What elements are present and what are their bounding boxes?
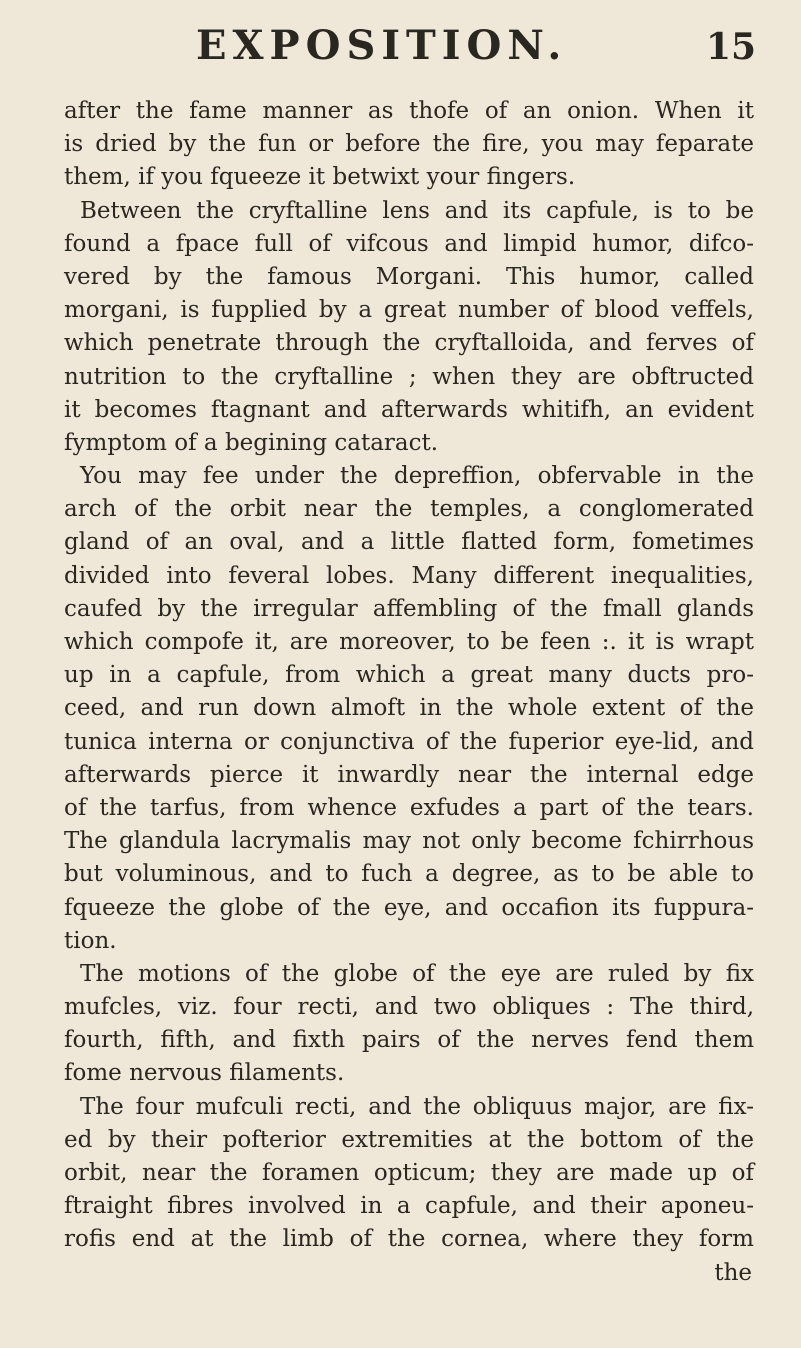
text-line: You may fee under the depreffion, obfervable in the xyxy=(80,463,754,490)
text-line: orbit, near the foramen opticum; they are made up of xyxy=(64,1160,754,1186)
body-text xyxy=(64,95,754,1290)
text-line: The four mufculi recti, and the obliquus major, are fix- xyxy=(80,1093,754,1120)
page-header xyxy=(0,18,801,78)
text-line: them, if you fqueeze it betwixt your fingers. xyxy=(64,164,576,191)
text-line: which penetrate through the cryftalloida, and ferves of xyxy=(64,330,754,357)
text-line: fymptom of a begining cataract. xyxy=(64,429,439,456)
catchword: the xyxy=(714,1259,752,1286)
text-line: fqueeze the globe of the eye, and occafion its fuppura- xyxy=(64,894,754,921)
text-line: afterwards pierce it inwardly near the internal edge xyxy=(64,761,754,788)
text-line: nutrition to the cryftalline ; when they are obftructed xyxy=(64,363,754,390)
text-line: which compofe it, are moreover, to be feen :. it is wrapt xyxy=(64,629,754,655)
text-line: found a fpace full of vifcous and limpid humor, difco- xyxy=(64,230,754,257)
text-line: after the fame manner as thofe of an onion. When it xyxy=(64,98,754,124)
text-line: arch of the orbit near the temples, a conglomerated xyxy=(64,496,754,523)
text-line: ceed, and run down almoft in the whole extent of the xyxy=(64,695,754,722)
text-line: tion. xyxy=(64,927,117,954)
text-line: gland of an oval, and a little flatted form, fometimes xyxy=(64,529,754,556)
text-line: morgani, is fupplied by a great number of blood veffels, xyxy=(64,297,754,324)
text-line: caufed by the irregular affembling of the fmall glands xyxy=(64,595,754,622)
text-line: rofis end at the limb of the cornea, where they form xyxy=(64,1226,754,1253)
text-line: tunica interna or conjunctiva of the fuperior eye-lid, and xyxy=(64,728,754,755)
text-line: divided into feveral lobes. Many different inequalities, xyxy=(64,562,754,589)
text-line: of the tarfus, from whence exfudes a part of the tears. xyxy=(64,794,754,821)
text-line: is dried by the fun or before the fire, you may feparate xyxy=(64,131,754,158)
text-line: up in a capfule, from which a great many ducts pro- xyxy=(64,662,754,689)
text-line: vered by the famous Morgani. This humor, called xyxy=(64,263,754,290)
text-line: but voluminous, and to fuch a degree, as to be able to xyxy=(64,861,754,888)
page-number: 15 xyxy=(706,26,757,68)
text-line: ftraight fibres involved in a capfule, and their aponeu- xyxy=(64,1193,754,1220)
text-line: The motions of the globe of the eye are ruled by fix xyxy=(80,960,754,987)
text-line: fome nervous filaments. xyxy=(64,1060,345,1087)
text-line: fourth, fifth, and fixth pairs of the nerves fend them xyxy=(64,1027,754,1054)
text-line: ed by their pofterior extremities at the bottom of the xyxy=(64,1126,754,1153)
text-line: mufcles, viz. four recti, and two obliques : The third, xyxy=(64,994,754,1021)
running-head: EXPOSITION. xyxy=(196,22,568,69)
text-line: it becomes ftagnant and afterwards whitifh, an evident xyxy=(64,396,754,423)
text-line: Between the cryftalline lens and its capfule, is to be xyxy=(80,197,754,224)
text-line: The glandula lacrymalis may not only become fchirrhous xyxy=(64,828,754,855)
